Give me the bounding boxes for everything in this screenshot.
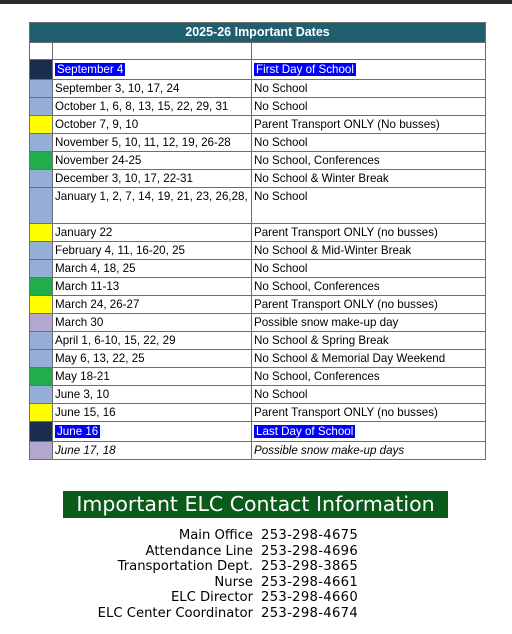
contact-phone: 253-298-4696 [261,543,359,559]
event-cell: No School, Conferences [252,278,486,296]
event-cell: No School & Mid-Winter Break [252,242,486,260]
contact-label: ELC Director [170,590,253,606]
table-title-row [30,23,486,43]
table-row [30,134,486,152]
contact-row [60,590,460,606]
dates-cell: May 6, 13, 22, 25 [53,350,252,368]
contact-row [60,544,460,560]
color-swatch [30,98,53,116]
dates-cell: December 3, 10, 17, 22-31 [53,170,252,188]
table-row [30,332,486,350]
dates-cell [53,60,252,80]
contact-phone: 253-298-3865 [261,559,359,575]
dates-cell: January 22 [53,224,252,242]
event-cell [252,60,486,80]
event-cell: No School & Spring Break [252,332,486,350]
color-swatch [30,260,53,278]
contact-phone: 253-298-4661 [261,574,359,590]
event-cell: Possible snow make-up day [252,314,486,332]
dates-cell: February 4, 11, 16-20, 25 [53,242,252,260]
table-row [30,80,486,98]
dates-cell: May 18-21 [53,368,252,386]
contact-section-title: Important ELC Contact Information [63,491,448,518]
table-row [30,442,486,460]
dates-cell: September 3, 10, 17, 24 [53,80,252,98]
color-swatch [30,350,53,368]
important-dates-table [29,22,486,460]
table-row [30,224,486,242]
blank-cell [252,43,486,60]
dates-cell: October 1, 6, 8, 13, 15, 22, 29, 31 [53,98,252,116]
dates-table-body [30,23,486,460]
blank-row [30,43,486,60]
color-swatch [30,332,53,350]
table-row [30,386,486,404]
contact-label: Attendance Line [145,543,253,559]
color-swatch [30,368,53,386]
color-swatch [30,404,53,422]
color-swatch [30,116,53,134]
contact-phone: 253-298-4675 [261,528,359,543]
table-row [30,278,486,296]
event-cell: Parent Transport ONLY (no busses) [252,296,486,314]
color-swatch [30,296,53,314]
blank-cell [53,43,252,60]
table-row [30,188,486,224]
event-cell: No School & Memorial Day Weekend [252,350,486,368]
color-swatch [30,80,53,98]
event-cell [252,422,486,442]
color-swatch [30,442,53,460]
highlighted-event: First Day of School [256,63,354,76]
contact-row [60,559,460,575]
contact-list [60,528,460,622]
event-cell: No School, Conferences [252,152,486,170]
contact-row [60,606,460,622]
table-row [30,296,486,314]
table-row [30,422,486,442]
color-swatch [30,386,53,404]
highlighted-date: September 4 [57,63,124,76]
dates-cell: October 7, 9, 10 [53,116,252,134]
event-cell: Possible snow make-up days [252,442,486,460]
color-swatch [30,188,53,224]
table-row [30,170,486,188]
event-cell: Parent Transport ONLY (no busses) [252,224,486,242]
table-row [30,98,486,116]
event-cell: No School, Conferences [252,368,486,386]
table-row [30,350,486,368]
color-swatch [30,242,53,260]
color-swatch [30,314,53,332]
dates-cell: January 1, 2, 7, 14, 19, 21, 23, 26,28, [53,188,252,224]
table-title: 2025-26 Important Dates [30,23,486,43]
color-swatch [30,224,53,242]
top-border [0,0,512,4]
contact-row [60,575,460,591]
event-cell: Parent Transport ONLY (No busses) [252,116,486,134]
dates-cell: March 11-13 [53,278,252,296]
table-row [30,60,486,80]
table-row [30,368,486,386]
contact-label: Main Office [178,528,253,543]
color-swatch [30,278,53,296]
dates-cell: June 15, 16 [53,404,252,422]
contact-phone: 253-298-4674 [261,605,359,621]
dates-cell: November 24-25 [53,152,252,170]
dates-cell: March 30 [53,314,252,332]
contact-row [60,528,460,544]
event-cell: No School [252,98,486,116]
table-row [30,314,486,332]
event-cell: No School & Winter Break [252,170,486,188]
dates-cell: June 3, 10 [53,386,252,404]
color-swatch [30,60,53,80]
color-swatch [30,152,53,170]
color-swatch [30,170,53,188]
color-swatch [30,422,53,442]
event-cell: No School [252,80,486,98]
contact-label: ELC Center Coordinator [97,605,253,621]
event-cell: No School [252,134,486,152]
table-row [30,260,486,278]
event-cell: No School [252,386,486,404]
dates-cell: March 4, 18, 25 [53,260,252,278]
dates-cell [53,422,252,442]
color-swatch [30,134,53,152]
dates-cell: June 17, 18 [53,442,252,460]
event-cell: No School [252,188,486,224]
contact-label: Nurse [214,574,253,590]
table-row [30,152,486,170]
contact-phone: 253-298-4660 [261,590,359,606]
highlighted-date: June 16 [57,425,99,438]
event-cell: No School [252,260,486,278]
table-row [30,404,486,422]
blank-cell [30,43,53,60]
dates-cell: April 1, 6-10, 15, 22, 29 [53,332,252,350]
highlighted-event: Last Day of School [256,425,354,438]
table-row [30,116,486,134]
table-row [30,242,486,260]
contact-label: Transportation Dept. [117,559,253,575]
event-cell: Parent Transport ONLY (no busses) [252,404,486,422]
dates-cell: March 24, 26-27 [53,296,252,314]
dates-cell: November 5, 10, 11, 12, 19, 26-28 [53,134,252,152]
